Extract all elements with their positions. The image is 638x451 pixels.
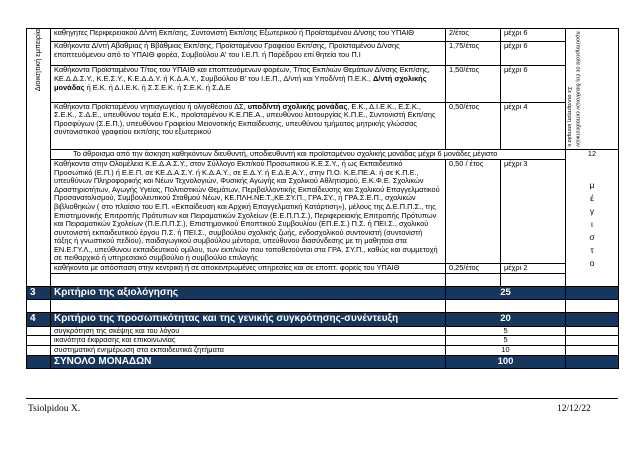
footer-divider <box>26 398 618 399</box>
row-text: καθηγητες Περιφερειακού Δ/ντή Εκπ/σης, Συντονιστή Εκπ/σης Εξωτερικού ή Προϊσταμένου Δ/νσης του ΥΠΑΙΘ <box>51 29 446 42</box>
total-label: ΣΥΝΟΛΟ ΜΟΝΑΔΩΝ <box>51 355 446 369</box>
side-note-cell <box>566 29 619 150</box>
section-3-row <box>27 286 619 300</box>
side-note: Σε συνάρτηση ισοτιμία κ <box>566 86 573 147</box>
interview-points: 5 <box>446 336 566 346</box>
side-label: Διοικητική εμπειρία <box>33 29 43 92</box>
interview-item <box>27 336 619 346</box>
interview-label: συγκρότηση της σκέψης και του λόγου <box>51 326 446 336</box>
row-text <box>51 66 446 102</box>
side-note-small: προϋπηρεσία σε έτη διευθ/σιών εκπαιδευτικών <box>574 31 581 147</box>
row-score: 1,50/έτος <box>446 66 501 102</box>
blank-row <box>27 273 619 286</box>
side-label-cell <box>27 29 51 287</box>
total-points: 100 <box>446 355 566 369</box>
row-score: 2/έτος <box>446 29 501 42</box>
section-points: 25 <box>446 286 566 300</box>
sum-note: Το άθροισμα από την άσκηση καθηκόντων διευθυντή, υποδιευθυντή και προϊσταμένου σχολικής μονάδας μέχρι 6 μονάδες μέγιστο <box>51 150 566 160</box>
footer-date: 12/12/22 <box>557 404 591 414</box>
row-max: μέχρι 4 <box>501 102 566 150</box>
vertical-max-label <box>569 179 615 270</box>
row-text-plain: Καθήκοντα Προϊσταμένου νηπιαγωγείου ή ολιγοθέσιου ΔΣ, <box>54 102 248 111</box>
row-text: Καθήκοντα στην Ολομέλεια Κ.Ε.Δ.Α.Σ.Υ., στον Σύλλογο Εκπ/κού Προσωπικού Κ.Ε.Σ.Υ., ή ως Εκπαιδευτικό Προσωπικό (Ε.Π.) ή Ε.Ε.Π. σε ΚΕ.Δ.Α.Σ.Υ. ή Κ.Δ.Α.Υ., σε Ε.Δ.Υ. ή Ε.Δ.Ε.Α.Υ., στην Π.Ο. Κ.Ε.ΠΕ.Α. ή σε Κ.Π.Ε., υπευθύνων Πληροφορικής και Νέων Τεχνολογιών, Φυσικής Αγωγής και Σχολικού Αθλητισμού, Ε.Κ.Φ.Ε. Σχολικών Δραστηριοτήτων, Αγωγής Υγείας, Πολιτιστικών Θεμάτων, Περιβαλλοντικής Εκπαίδευσης και Σχολικού Επαγγελματικού Προσανατολισμού, Συμβουλευτικού Σταθμού Νέων, ΚΕ.ΠΛΗ.ΝΕ.Τ.,ΚΕ.ΣΥ.Π., ΓΡΑ.ΣΥ., ή ΓΡΑ.Σ.Ε.Π., σχολικών βιβλιοθηκών ( στο πλαίσιο του Ε.Π. «Εκπαίδευση και Αρχική Επαγγελματική Κατάρτιση»), μέλους της Δ.Ε.Π.Π.Σ., της Επιστημονικής Επιτροπής Πρότυπων και Πειραματικών Σχολείων (Ε.Ε.Π.Π.Σ.), Περιφερειακής Επιτροπής Πρότυπων και Πειραματικών Σχολείων (Π.Ε.Π.Π.Σ.), Επιστημονικού Εποπτικού Συμβουλίου (ΕΠ.Ε.Σ.) Π.Σ. ή ΠΕΙ.Σ., σχολικού συντονιστή εκπαιδευτικού έργου Π.Σ. ή ΠΕΙ.Σ., συμβούλου σχολικής ζωής, ενδοσχολικού συντονιστή (συντονιστή τάξης ή γνωστικού πεδίου), παιδαγωγικού συμβούλου μέντορα, υπεύθυνου διασύνδεσης με τη μαθητεία στα ΕΝ.Ε.ΓΥ.Λ., υπεύθυνου εκπαιδευτικού ομίλου, των εκπ/κών που τοποθετούνται στα ΓΡΑ. ΣΥ.Π., καθώς και συμμετοχή σε πειθαρχικό ή υπηρεσιακό συμβούλιο ή συμβούλιο επιλογής <box>51 159 446 263</box>
row-text: καθήκοντα με απόσπαση στην κεντρική ή σε αποκεντρωμένες υπηρεσίες και σε εποπτ. φορείς του ΥΠΑΙΘ <box>51 264 446 274</box>
criteria-table <box>26 28 619 369</box>
row-score: 0,50 / έτος <box>446 159 501 263</box>
admin-row-2 <box>27 41 619 66</box>
section-label: Κριτήριο της προσωπικότητας και της γενικής συγκρότησης-συνέντευξη <box>51 313 446 327</box>
vert-letter: γ <box>589 205 595 216</box>
row-text: Καθήκοντα Δ/ντή Αβαθμιας ή Ββάθμιας Εκπ/σης, Προϊσταμένου Γραφείου Εκπ/σης, Προϊσταμένου Δ/νσης εποπτευόμενου από το ΥΠΑΙΘ φορέα, Συμβούλου Α' του Ι.Ε.Π. ή Παρέδρου επί θητεία του Π.Ι <box>51 41 446 66</box>
advisor-row <box>27 159 619 263</box>
row-score: 0,25/έτος <box>446 264 501 274</box>
block-total: 12 <box>587 149 597 159</box>
interview-label: συστηματική ενημέρωση στα εκπαιδευτικά ζητήματα <box>51 346 446 356</box>
interview-item <box>27 346 619 356</box>
row-text-plain: Καθήκοντα Προϊσταμένου Τ/τος του ΥΠΑΙΘ και εποπτευόμενων φορέων, Τ/τος Εκπ/κών Θεμάτων Δ/νσης Εκπ/σης, ΚΕ.Δ.Δ.Σ.Υ., Κ.Ε.Σ.Υ., Κ.Ε.Δ.Δ.Υ. ή Κ.Δ.Α.Υ., Συμβούλου Β' του Ι.Ε.Π., Δ/ντή και Υποδ/ντή Π.Ε.Κ., <box>54 65 430 84</box>
row-score: 0,50/έτος <box>446 102 501 150</box>
blank-row <box>27 300 619 313</box>
row-max: μέχρι 6 <box>501 41 566 66</box>
admin-row-3 <box>27 66 619 102</box>
section-4-row <box>27 313 619 327</box>
row-score: 1,75/έτος <box>446 41 501 66</box>
vert-letter: ο <box>589 257 595 268</box>
section-number: 3 <box>27 286 51 300</box>
block-total-cell <box>566 150 619 286</box>
admin-row-4 <box>27 102 619 150</box>
admin-row-1 <box>27 29 619 42</box>
footer-author: Tsiolpidou X. <box>28 404 81 414</box>
interview-points: 5 <box>446 326 566 336</box>
row-text-tail: ή Ε.Κ. ή Δ.Ι.Ε.Κ. ή Σ.Σ.Ε.Κ. ή Σ.Ε.Κ. ή Σ.Δ.Ε <box>84 82 231 92</box>
vert-letter: σ <box>589 231 595 242</box>
detached-row <box>27 264 619 274</box>
row-text-tail: , Ε.Κ., Δ.Ι.Ε.Κ., Ε.Σ.Κ., Σ.Ε.Κ., Σ.Δ.Ε., υπευθύνου τομέα Ε.Κ., προϊσταμένου Κ.Ε.ΠΕ.Α., υπευθύνου λειτουργίας Κ.Π.Ε., Συντονιστή Εκπ/σης Προσφύγων (Σ.Ε.Π.), υπευθύνου Γραφείου Μειονοτικής Εκπαίδευσης, υπευθύνου τμήματος μητρικής γλώσσας συντονιστικού γραφείου εκπ/σης του εξωτερικού <box>54 102 436 137</box>
vert-letter: μ <box>589 179 595 190</box>
interview-points: 10 <box>446 346 566 356</box>
section-points: 20 <box>446 313 566 327</box>
vert-letter: έ <box>590 192 594 203</box>
sum-note-row <box>27 150 619 160</box>
total-row <box>27 355 619 369</box>
section-number: 4 <box>27 313 51 327</box>
row-text-bold: υποδ/ντή σχολικής μονάδας <box>247 102 348 111</box>
row-max: μέχρι 6 <box>501 66 566 102</box>
vert-letter: ι <box>591 218 593 229</box>
row-text <box>51 102 446 150</box>
vert-letter: τ <box>590 244 594 255</box>
interview-item <box>27 326 619 336</box>
row-text-bold: Δ/ντή σχολικής μονάδας <box>54 74 427 92</box>
row-max: μέχρι 6 <box>501 29 566 42</box>
row-max: μέχρι 3 <box>501 159 566 263</box>
section-label: Κριτήριο της αξιολόγησης <box>51 286 446 300</box>
row-max: μέχρι 2 <box>501 264 566 274</box>
interview-label: ικανότητα έκφρασης και επικοινωνίας <box>51 336 446 346</box>
